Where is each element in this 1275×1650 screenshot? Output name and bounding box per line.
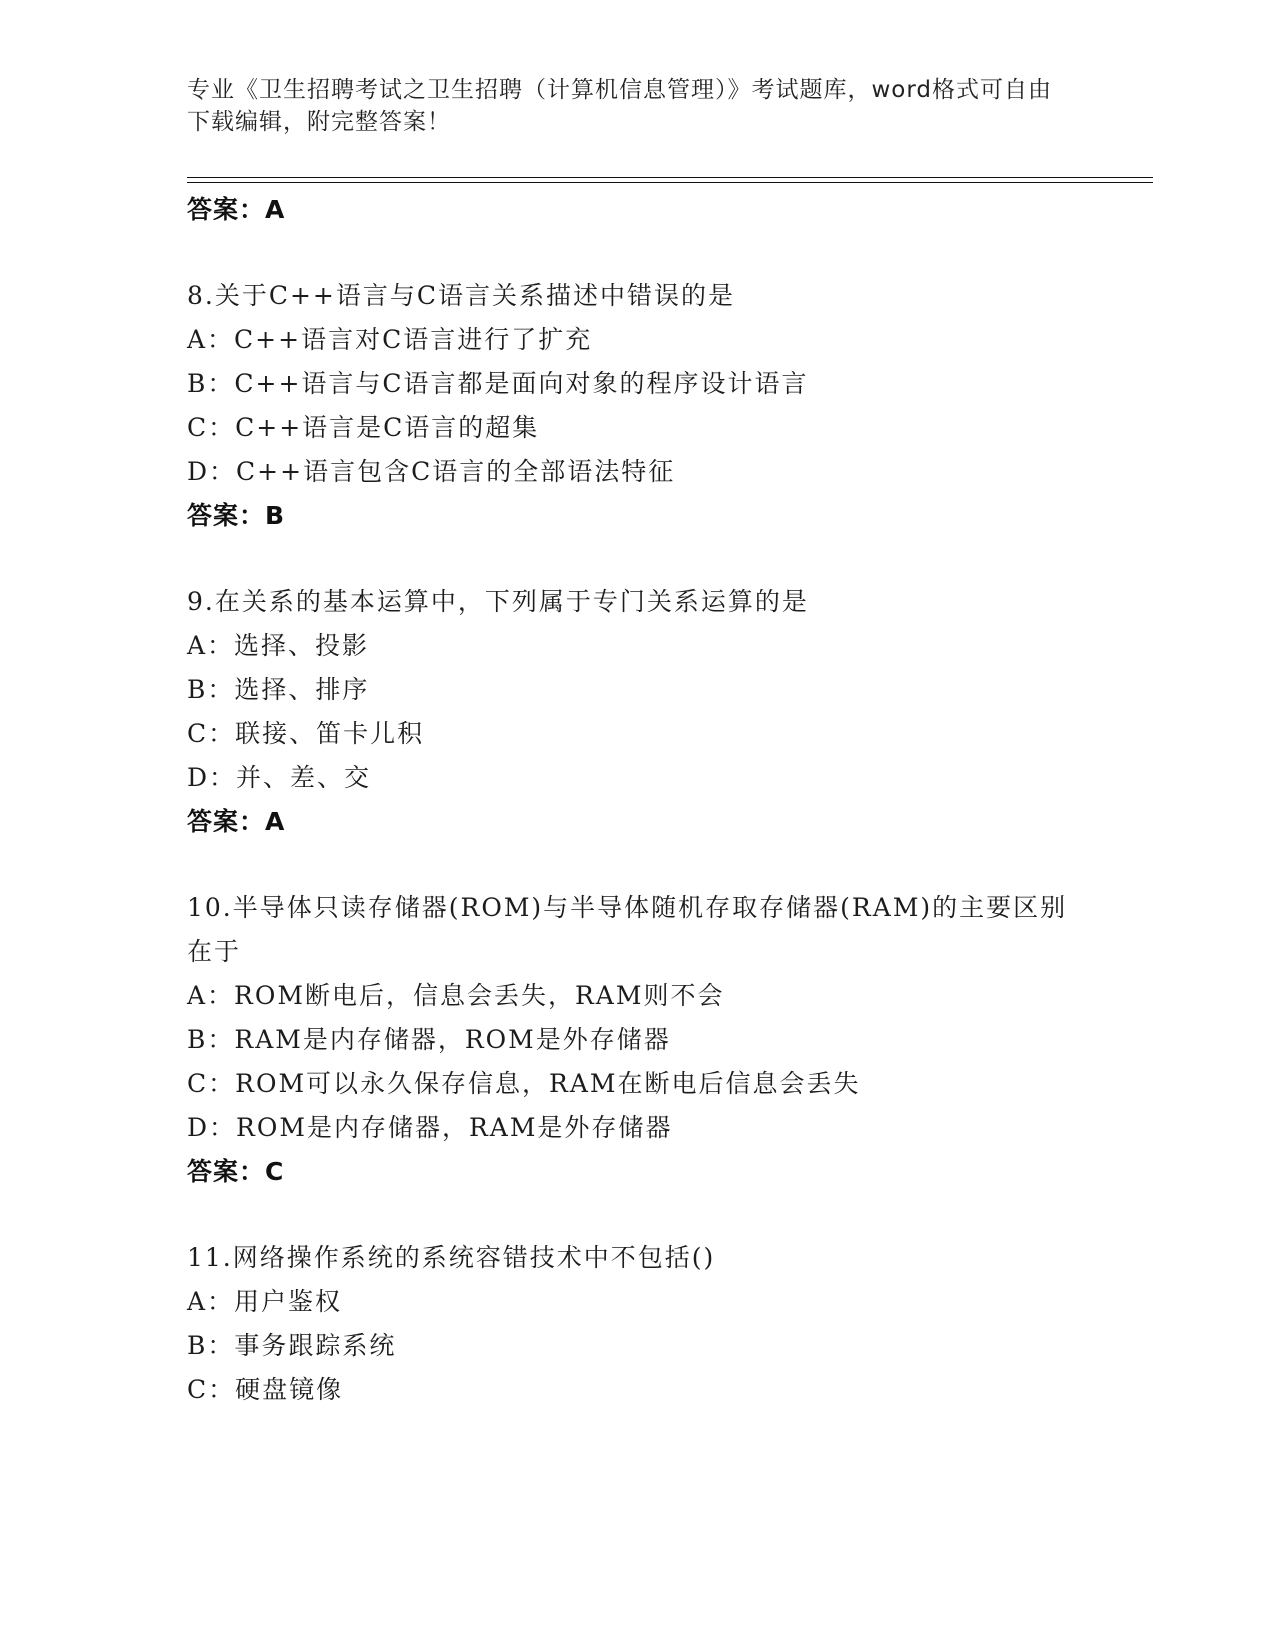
question-8-option-a: A：C++语言对C语言进行了扩充 <box>187 325 593 354</box>
header-divider-top <box>187 177 1153 178</box>
question-11-title: 11.网络操作系统的系统容错技术中不包括() <box>187 1243 716 1272</box>
question-11-option-b: B：事务跟踪系统 <box>187 1331 397 1360</box>
question-8-answer: 答案：B <box>187 501 286 530</box>
previous-answer: 答案：A <box>187 195 286 224</box>
question-10-option-d: D：ROM是内存储器，RAM是外存储器 <box>187 1113 673 1142</box>
question-10-option-c: C：ROM可以永久保存信息，RAM在断电后信息会丢失 <box>187 1069 861 1098</box>
question-10-title: 10.半导体只读存储器(ROM)与半导体随机存取存储器(RAM)的主要区别 <box>187 893 1068 922</box>
question-8-title: 8.关于C++语言与C语言关系描述中错误的是 <box>187 281 736 310</box>
question-11-option-c: C：硬盘镜像 <box>187 1375 344 1404</box>
question-9-answer: 答案：A <box>187 807 286 836</box>
document-header: 专业《卫生招聘考试之卫生招聘（计算机信息管理）》考试题库，word格式可自由下载编辑，附完整答案！ <box>187 77 1053 135</box>
question-10-option-a: A：ROM断电后，信息会丢失，RAM则不会 <box>187 981 725 1010</box>
question-9-option-c: C：联接、笛卡儿积 <box>187 719 425 748</box>
question-8-option-c: C：C++语言是C语言的超集 <box>187 413 540 442</box>
question-10-title-cont: 在于 <box>187 937 242 966</box>
question-10-answer: 答案：C <box>187 1157 285 1186</box>
question-9-title: 9.在关系的基本运算中，下列属于专门关系运算的是 <box>187 587 809 616</box>
question-9-option-a: A：选择、投影 <box>187 631 370 660</box>
question-8-option-d: D：C++语言包含C语言的全部语法特征 <box>187 457 676 486</box>
question-10-option-b: B：RAM是内存储器，ROM是外存储器 <box>187 1025 671 1054</box>
question-9-option-d: D：并、差、交 <box>187 763 372 792</box>
question-11-option-a: A：用户鉴权 <box>187 1287 343 1316</box>
header-divider-bottom <box>187 182 1153 183</box>
question-8-option-b: B：C++语言与C语言都是面向对象的程序设计语言 <box>187 369 809 398</box>
question-9-option-b: B：选择、排序 <box>187 675 370 704</box>
